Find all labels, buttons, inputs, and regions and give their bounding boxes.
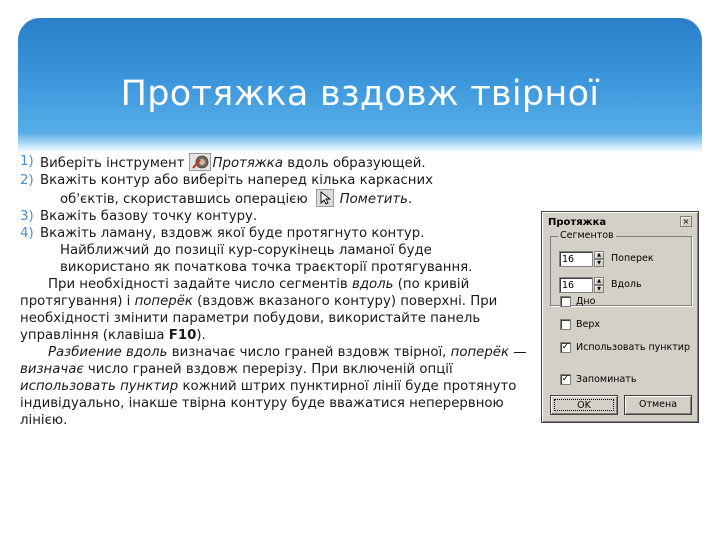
step-text: Виберіть інструмент <box>40 156 185 171</box>
bottom-checkbox[interactable] <box>560 296 571 307</box>
step-3 <box>20 208 530 225</box>
dashed-checkbox[interactable]: ✓ <box>561 342 570 352</box>
text-run: (по кривій протягування) і <box>20 277 470 309</box>
dashed-label: Использовать пунктир <box>576 342 690 353</box>
along-label: Вдоль <box>611 279 642 290</box>
text-run: использовать пунктир <box>20 379 179 394</box>
step-text-cont: об'єктів, скориставшись операцією <box>60 192 308 207</box>
step-text: Вкажіть базову точку контуру. <box>40 209 258 224</box>
title-banner <box>18 18 702 153</box>
tool-name: Протяжка <box>212 156 283 171</box>
ok-label: OK <box>554 399 614 411</box>
step-number: 3) <box>20 209 34 224</box>
step-text-tail: . <box>408 192 413 207</box>
text-run: вдоль <box>352 277 394 292</box>
dialog-title: Протяжка <box>548 217 607 228</box>
cancel-button[interactable]: Отмена <box>624 395 692 415</box>
along-row <box>559 277 689 294</box>
spin-up-icon[interactable]: ▲ <box>594 277 604 285</box>
step-number: 2) <box>20 173 34 188</box>
text-run: ). <box>196 328 206 343</box>
text-run: кожний штрих пунктирної лінії буде протянуто індивідуально, інакше твірна контуру буде вважатися неперервною лінією. <box>20 379 517 428</box>
top-label: Верх <box>576 319 601 330</box>
along-stepper[interactable] <box>594 277 604 293</box>
slide-body <box>20 153 530 429</box>
step-4 <box>20 225 530 276</box>
key-name: F10 <box>168 328 197 343</box>
bottom-label: Дно <box>576 296 596 307</box>
group-label: Сегментов <box>560 230 614 241</box>
paragraph-description <box>20 344 530 429</box>
across-label: Поперек <box>611 253 654 264</box>
step-text: Вкажіть контур або виберіть наперед кілька каркасних <box>40 173 433 188</box>
across-input[interactable]: 16 <box>559 251 593 267</box>
text-run: поперёк <box>134 294 193 309</box>
text-run: При необхідності задайте число сегментів <box>48 277 352 292</box>
operation-name: Пометить <box>339 192 408 207</box>
text-run: Разбиение вдоль <box>48 345 168 360</box>
step-2 <box>20 172 530 208</box>
sweep-tool-icon <box>189 153 211 171</box>
spin-down-icon[interactable]: ▼ <box>594 285 604 293</box>
text-run: число граней вздовж перерізу. При включеній опції <box>83 362 453 377</box>
spin-up-icon[interactable]: ▲ <box>594 251 604 259</box>
step-text: Вкажіть ламану, вздовж якої буде протягнуто контур. <box>40 226 425 241</box>
note-line: використано як початкова точка траєкторії протягування. <box>60 260 473 275</box>
text-run: визначає число граней вздовж твірної, <box>167 345 451 360</box>
text-run: поперёк — визначає <box>20 345 527 377</box>
pointer-icon <box>316 189 334 207</box>
spin-down-icon[interactable]: ▼ <box>594 259 604 267</box>
step-number: 1) <box>20 154 34 169</box>
across-stepper[interactable] <box>594 251 604 267</box>
sweep-dialog <box>541 211 699 423</box>
top-checkbox[interactable] <box>560 319 571 330</box>
text-run: (вздовж вказаного контуру) поверхні. При необхідності змінити параметри побудови, використайте панель управління (клавіша <box>20 294 498 343</box>
step-text-tail: вдоль образующей. <box>282 156 426 171</box>
close-button[interactable]: × <box>680 216 692 227</box>
paragraph-segments <box>20 276 530 344</box>
ok-button[interactable] <box>550 395 618 415</box>
remember-label: Запоминать <box>576 374 637 385</box>
slide-title: Протяжка вздовж твірної <box>120 74 600 114</box>
note-line: Найближчий до позиції кур-сорукінець ламаної буде <box>60 243 432 258</box>
across-row <box>559 251 689 268</box>
remember-checkbox[interactable]: ✓ <box>561 374 570 384</box>
step-1 <box>20 153 530 172</box>
segments-group <box>550 230 692 306</box>
along-input[interactable]: 16 <box>559 277 593 293</box>
step-number: 4) <box>20 226 34 241</box>
